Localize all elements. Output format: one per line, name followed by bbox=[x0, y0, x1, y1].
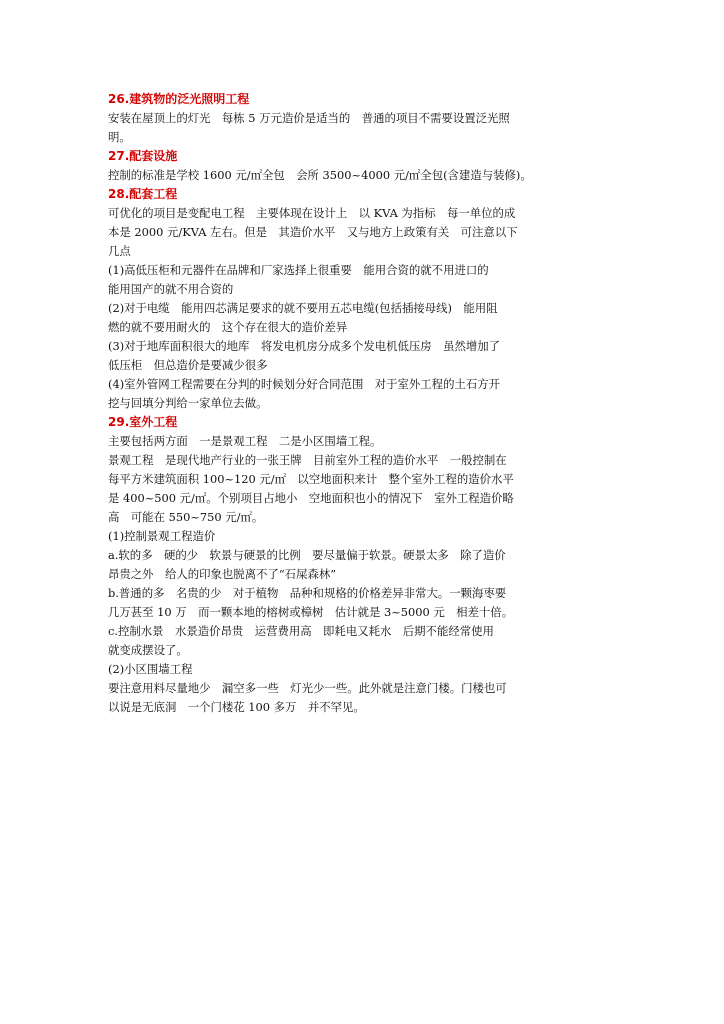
text-line: c.控制水景 水景造价昂贵 运营费用高 即耗电又耗水 后期不能经常使用 bbox=[108, 624, 494, 638]
text-line: 安装在屋顶上的灯光 每栋 5 万元造价是适当的 普通的项目不需要设置泛光照 bbox=[108, 111, 510, 125]
text-line: 控制的标准是学校 1600 元/㎡全包 会所 3500~4000 元/㎡全包(含建造与装修)。 bbox=[108, 168, 532, 182]
text-line: 燃的就不要用耐火的 这个存在很大的造价差异 bbox=[108, 320, 348, 334]
text-line: 主要包括两方面 一是景观工程 二是小区围墙工程。 bbox=[108, 434, 382, 448]
text-line: 昂贵之外 给人的印象也脱离不了“石屎森林” bbox=[108, 567, 337, 581]
document-body bbox=[108, 90, 578, 717]
text-line: 低压柜 但总造价是要减少很多 bbox=[108, 358, 268, 372]
text-line: 每平方米建筑面积 100~120 元/㎡ 以空地面积来计 整个室外工程的造价水平 bbox=[108, 472, 514, 486]
text-line: (2)对于电缆 能用四芯满足要求的就不要用五芯电缆(包括插接母线) 能用阻 bbox=[108, 301, 498, 315]
text-line: 能用国产的就不用合资的 bbox=[108, 282, 234, 296]
text-line: 本是 2000 元/KVA 左右。但是 其造价水平 又与地方上政策有关 可注意以下 bbox=[108, 225, 518, 239]
text-line: a.软的多 硬的少 软景与硬景的比例 要尽量偏于软景。硬景太多 除了造价 bbox=[108, 548, 506, 562]
text-line: 几万甚至 10 万 而一颗本地的榕树或樟树 估计就是 3~5000 元 相差十倍。 bbox=[108, 605, 514, 619]
section-heading-26: 26.建筑物的泛光照明工程 bbox=[108, 92, 250, 106]
text-line: 可优化的项目是变配电工程 主要体现在设计上 以 KVA 为指标 每一单位的成 bbox=[108, 206, 516, 220]
text-line: 明。 bbox=[108, 130, 131, 144]
text-line: 就变成摆设了。 bbox=[108, 643, 188, 657]
section-heading-29: 29.室外工程 bbox=[108, 415, 178, 429]
text-line: (1)控制景观工程造价 bbox=[108, 529, 216, 543]
text-line: (3)对于地库面积很大的地库 将发电机房分成多个发电机低压房 虽然增加了 bbox=[108, 339, 501, 353]
text-line: 是 400~500 元/㎡。个别项目占地小 空地面积也小的情况下 室外工程造价略 bbox=[108, 491, 514, 505]
text-line: 要注意用料尽量地少 漏空多一些 灯光少一些。此外就是注意门楼。门楼也可 bbox=[108, 681, 507, 695]
text-line: b.普通的多 名贵的少 对于植物 品种和规格的价格差异非常大。一颗海枣要 bbox=[108, 586, 507, 600]
text-line: (4)室外管网工程需要在分判的时候划分好合同范围 对于室外工程的土石方开 bbox=[108, 377, 501, 391]
text-line: 景观工程 是现代地产行业的一张王牌 目前室外工程的造价水平 一般控制在 bbox=[108, 453, 507, 467]
text-line: (1)高低压柜和元器件在品牌和厂家选择上很重要 能用合资的就不用进口的 bbox=[108, 263, 489, 277]
text-line: 几点 bbox=[108, 244, 131, 258]
text-line: (2)小区围墙工程 bbox=[108, 662, 193, 676]
section-heading-27: 27.配套设施 bbox=[108, 149, 178, 163]
text-line: 以说是无底洞 一个门楼花 100 多万 并不罕见。 bbox=[108, 700, 365, 714]
section-heading-28: 28.配套工程 bbox=[108, 187, 178, 201]
text-line: 挖与回填分判给一家单位去做。 bbox=[108, 396, 268, 410]
text-line: 高 可能在 550~750 元/㎡。 bbox=[108, 510, 264, 524]
